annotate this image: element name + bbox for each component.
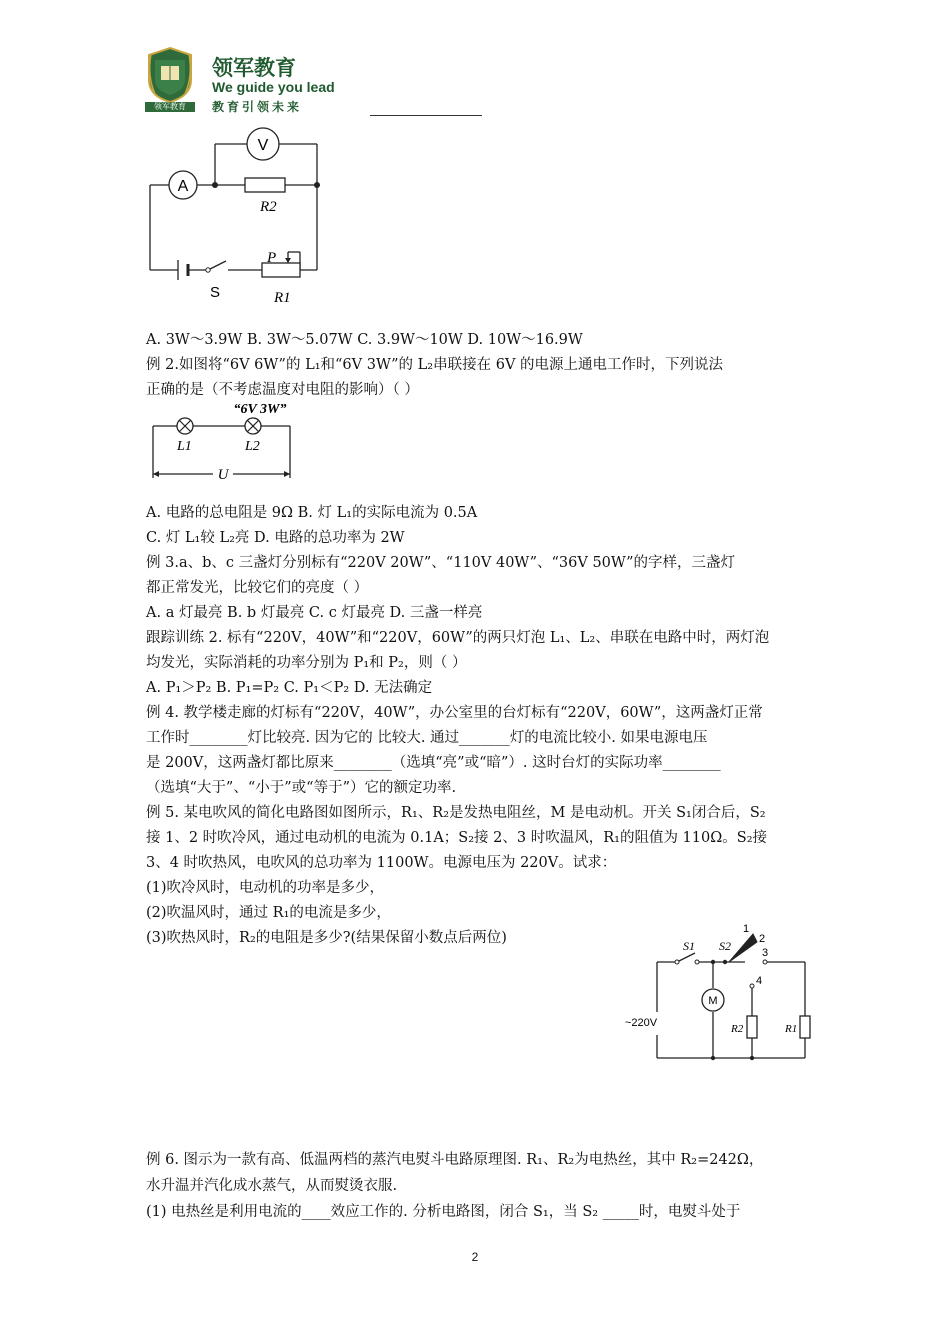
resistor-r2 — [245, 178, 285, 192]
resistor-r1-fig3 — [800, 1016, 810, 1038]
page-number: 2 — [471, 1250, 479, 1264]
ex3-line1: 例 3.a、b、c 三盏灯分别标有“220V 20W”、“110V 40W”、“36V 50W”的字样，三盏灯 — [146, 555, 735, 571]
ex6-line1: 例 6. 图示为一款有高、低温两档的蒸汽电熨斗电路原理图. R₁、R₂为电热丝，其中 R₂=242Ω， — [146, 1152, 764, 1168]
svg-text:A: A — [177, 178, 189, 195]
switch-label: S — [210, 284, 221, 301]
header-rule — [370, 115, 482, 116]
svg-text:2: 2 — [759, 933, 766, 945]
circuit-figure-1 — [140, 122, 340, 312]
logo-caption: 领军教育 — [154, 102, 186, 111]
ex5-q1: (1)吹冷风时，电动机的功率是多少， — [146, 880, 385, 896]
source-label: ~220V — [625, 1017, 658, 1029]
lamp-rating-label: “6V 3W” — [233, 402, 287, 417]
slogan-cn: 教育引领未来 — [212, 100, 303, 114]
ex2-options-cd: C. 灯 L₁较 L₂亮 D. 电路的总功率为 2W — [146, 530, 405, 546]
ex4-line2: 工作时________灯比较亮. 因为它的 比较大. 通过_______灯的电流比较小. 如果电源电压 — [146, 730, 708, 746]
resistor-r2-fig3 — [747, 1016, 757, 1038]
r2-label: R2 — [260, 199, 277, 215]
ex4-line4: （选填“大于”、“小于”或“等于”）它的额定功率. — [146, 780, 457, 796]
ex5-q3: (3)吹热风时，R₂的电阻是多少?(结果保留小数点后两位) — [146, 930, 507, 946]
svg-text:M: M — [708, 995, 718, 1007]
svg-text:S2: S2 — [719, 939, 731, 953]
ex4-line3: 是 200V，这两盏灯都比原来________（选填“亮”或“暗”）. 这时台灯的实际功率________ — [146, 755, 721, 771]
svg-text:R2: R2 — [731, 1023, 744, 1035]
ex6-line3: (1) 电热丝是利用电流的____效应工作的. 分析电路图，闭合 S₁，当 S₂ _____时，电熨斗处于 — [146, 1204, 741, 1220]
track2-line1: 跟踪训练 2. 标有“220V，40W”和“220V，60W”的两只灯泡 L₁、L₂、串联在电路中时，两灯泡 — [146, 630, 770, 646]
slider-arrow — [285, 258, 291, 263]
logo — [145, 46, 195, 112]
ex2-line1: 例 2.如图将“6V 6W”的 L₁和“6V 3W”的 L₂串联接在 6V 的电源上通电工作时，下列说法 — [146, 357, 724, 373]
svg-text:S1: S1 — [683, 939, 695, 953]
brand-name: 领军教育 — [212, 56, 296, 80]
circuit-figure-2 — [148, 398, 298, 488]
q1-options: A. 3W～3.9W B. 3W～5.07W C. 3.9W～10W D. 10W～16.9W — [146, 332, 583, 348]
ex5-line3: 3、4 时吹热风，电吹风的总功率为 1100W。电源电压为 220V。试求： — [146, 855, 617, 871]
track2-line2: 均发光，实际消耗的功率分别为 P₁和 P₂，则（ ） — [146, 655, 467, 671]
ex5-q2: (2)吹温风时，通过 R₁的电流是多少， — [146, 905, 391, 921]
ex5-line2: 接 1、2 时吹冷风，通过电动机的电流为 0.1A；S₂接 2、3 时吹温风，R₁的阻值为 110Ω。S₂接 — [146, 830, 768, 846]
ex2-options-ab: A. 电路的总电阻是 9Ω B. 灯 L₁的实际电流为 0.5A — [146, 505, 478, 521]
ex3-options: A. a 灯最亮 B. b 灯最亮 C. c 灯最亮 D. 三盏一样亮 — [146, 605, 483, 621]
slogan-en: We guide you lead — [212, 79, 335, 95]
voltage-u-label: U — [217, 467, 229, 483]
ex5-line1: 例 5. 某电吹风的简化电路图如图所示，R₁、R₂是发热电阻丝，M 是电动机。开关 S₁闭合后，S₂ — [146, 805, 766, 821]
svg-text:L1: L1 — [177, 439, 192, 454]
track2-options: A. P₁＞P₂ B. P₁=P₂ C. P₁＜P₂ D. 无法确定 — [146, 680, 433, 696]
svg-text:V: V — [257, 137, 269, 154]
ex2-line2: 正确的是（不考虑温度对电阻的影响）（ ） — [146, 382, 419, 398]
svg-text:L2: L2 — [245, 439, 260, 454]
selector-switch-s2 — [729, 934, 757, 962]
p-label: P — [267, 250, 277, 266]
svg-text:4: 4 — [756, 975, 763, 987]
ex4-line1: 例 4. 教学楼走廊的灯标有“220V，40W”，办公室里的台灯标有“220V，60W”，这两盏灯正常 — [146, 705, 763, 721]
ex3-line2: 都正常发光，比较它们的亮度（ ） — [146, 580, 369, 596]
svg-text:1: 1 — [743, 923, 750, 935]
svg-text:3: 3 — [762, 947, 769, 959]
r1-label: R1 — [274, 290, 291, 306]
circuit-figure-3 — [625, 920, 825, 1065]
svg-text:R1: R1 — [785, 1023, 798, 1035]
ex6-line2: 水升温并汽化成水蒸气，从而熨烫衣服. — [146, 1178, 398, 1194]
